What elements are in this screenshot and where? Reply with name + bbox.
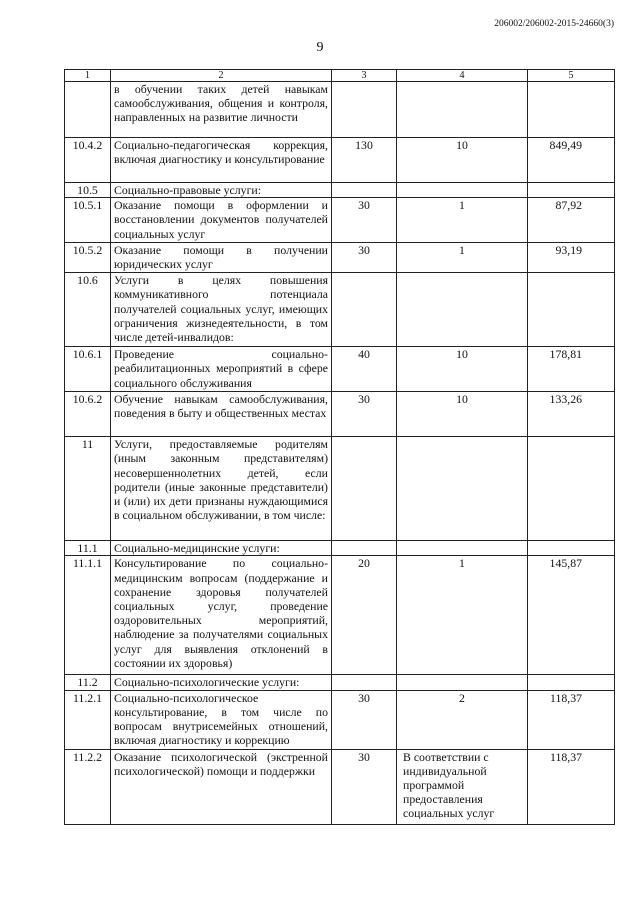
table-row [65,198,615,243]
service-name: Обучение навыкам самообслуживания, поведения в быту и общественных местах [111,392,332,437]
time-norm: 40 [332,347,397,392]
frequency: 1 [397,556,528,675]
service-name: Социально-медицинские услуги: [111,541,332,556]
frequency [397,183,528,198]
service-name: Социально-педагогическая коррекция, включая диагностику и консультирование [111,138,332,183]
row-number: 10.4.2 [65,138,111,183]
row-number: 10.6.1 [65,347,111,392]
time-norm [332,675,397,690]
frequency [397,541,528,556]
time-norm: 20 [332,556,397,675]
service-name: Проведение социально-реабилитационных мероприятий в сфере социального обслуживания [111,347,332,392]
price: 178,81 [528,347,615,392]
page-number: 9 [316,40,324,55]
price [528,437,615,541]
row-number: 10.5.2 [65,243,111,273]
table-row [65,690,615,749]
time-norm: 30 [332,690,397,749]
frequency [397,675,528,690]
price: 118,37 [528,690,615,749]
header-cell: 2 [111,70,332,82]
frequency: 10 [397,347,528,392]
price [528,675,615,690]
frequency [397,273,528,347]
time-norm [332,437,397,541]
row-number: 11.2.1 [65,690,111,749]
price [528,541,615,556]
service-name: Социально-психологические услуги: [111,675,332,690]
table-row [65,273,615,347]
row-number: 10.6 [65,273,111,347]
service-name: Услуги в целях повышения коммуникативного потенциала получателей социальных услуг, имеющих ограничения жизнедеятельности, в том числе детей-инвалидов: [111,273,332,347]
row-number: 10.5.1 [65,198,111,243]
row-number: 11.1 [65,541,111,556]
header-cell: 5 [528,70,615,82]
row-number: 10.6.2 [65,392,111,437]
row-number: 11 [65,437,111,541]
time-norm: 30 [332,749,397,824]
table-row [65,392,615,437]
price [528,273,615,347]
services-table [64,69,615,825]
table-row [65,183,615,198]
time-norm [332,183,397,198]
time-norm: 30 [332,198,397,243]
time-norm [332,541,397,556]
frequency: 10 [397,392,528,437]
frequency: 1 [397,198,528,243]
row-number: 11.1.1 [65,556,111,675]
time-norm [332,273,397,347]
service-name: Оказание психологической (экстренной психологической) помощи и поддержки [111,749,332,824]
service-name: Оказание помощи в получении юридических услуг [111,243,332,273]
row-number: 11.2.2 [65,749,111,824]
frequency: 10 [397,138,528,183]
header-cell: 3 [332,70,397,82]
service-name: Социально-правовые услуги: [111,183,332,198]
frequency [397,82,528,138]
service-name: в обучении таких детей навыкам самообслуживания, общения и контроля, направленных на развитие личности [111,82,332,138]
row-number: 10.5 [65,183,111,198]
table-row [65,556,615,675]
table-row [65,541,615,556]
price: 849,49 [528,138,615,183]
frequency [397,437,528,541]
time-norm: 30 [332,243,397,273]
service-name: Оказание помощи в оформлении и восстановлении документов получателей социальных услуг [111,198,332,243]
table-row [65,437,615,541]
price: 93,19 [528,243,615,273]
table-row [65,82,615,138]
table-row [65,243,615,273]
header-cell: 1 [65,70,111,82]
price: 133,26 [528,392,615,437]
table-header-row [65,70,615,82]
frequency: 1 [397,243,528,273]
frequency: 2 [397,690,528,749]
time-norm [332,82,397,138]
row-number: 11.2 [65,675,111,690]
time-norm: 130 [332,138,397,183]
price: 87,92 [528,198,615,243]
service-name: Консультирование по социально-медицинским вопросам (поддержание и сохранение здоровья получателей социальных услуг, проведение оздоровительных мероприятий, наблюдение за получателями социальных услуг для выявления отклонений в состоянии их здоровья) [111,556,332,675]
service-name: Услуги, предоставляемые родителям (иным законным представителям) несовершеннолетних детей, если родители (иные законные представители) и (или) их дети признаны нуждающимися в социальном обслуживании, в том числе: [111,437,332,541]
service-name: Социально-психологическое консультирование, в том числе по вопросам внутрисемейных отношений, включая диагностику и коррекцию [111,690,332,749]
time-norm: 30 [332,392,397,437]
frequency: В соответствии с индивидуальной программой предоставления социальных услуг [397,749,528,824]
header-cell: 4 [397,70,528,82]
row-number [65,82,111,138]
table-row [65,138,615,183]
table-row [65,749,615,824]
price: 118,37 [528,749,615,824]
price [528,183,615,198]
price: 145,87 [528,556,615,675]
table-row [65,675,615,690]
document-number: 206002/206002-2015-24660(3) [494,19,614,29]
price [528,82,615,138]
table-row [65,347,615,392]
